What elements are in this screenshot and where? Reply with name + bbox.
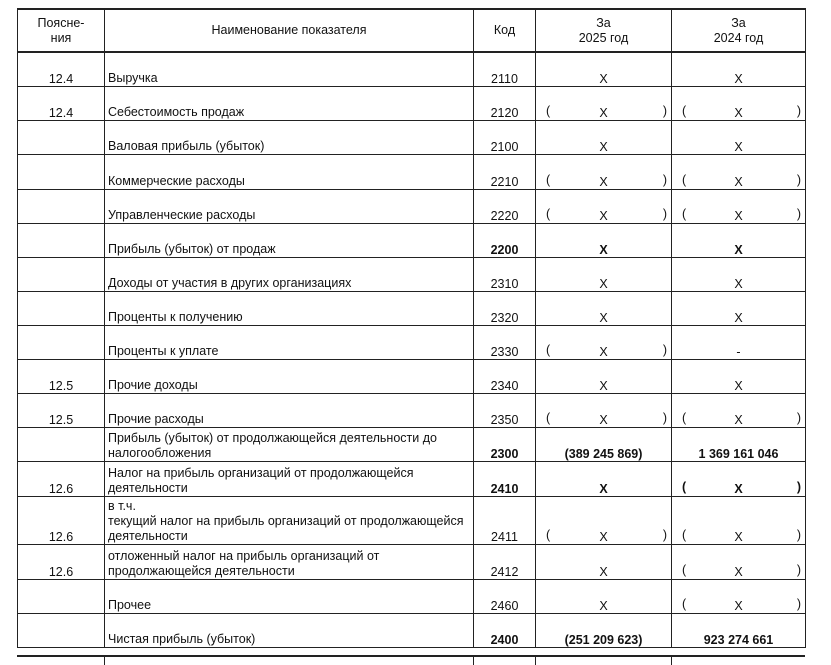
value-text: X xyxy=(734,105,743,120)
close-paren: ) xyxy=(796,562,801,577)
value-text: X xyxy=(734,174,743,189)
row-note xyxy=(18,579,105,613)
row-value-2025 xyxy=(536,325,672,359)
header-row xyxy=(18,9,806,52)
row-value-2025 xyxy=(536,291,672,325)
close-paren: ) xyxy=(662,206,667,221)
row-value-2025 xyxy=(536,496,672,544)
value-text: X xyxy=(734,529,743,544)
table-row xyxy=(18,461,806,496)
row-name: Прочие расходы xyxy=(105,393,474,427)
row-name: Валовая прибыль (убыток) xyxy=(105,120,474,154)
table-row xyxy=(18,189,806,223)
row-code: 2220 xyxy=(474,189,536,223)
row-code: 2100 xyxy=(474,120,536,154)
open-paren: ( xyxy=(682,562,687,577)
row-code: 2460 xyxy=(474,579,536,613)
row-value-2024 xyxy=(672,393,806,427)
row-value-2025 xyxy=(536,120,672,154)
row-value-2024 xyxy=(672,544,806,579)
row-name: Прибыль (убыток) от продаж xyxy=(105,223,474,257)
open-paren: ( xyxy=(682,206,687,221)
header-year-2024: За 2024 год xyxy=(672,9,806,52)
header-year-2025: За 2025 год xyxy=(536,9,672,52)
value-text: 923 274 661 xyxy=(703,632,774,647)
value-text: X xyxy=(599,71,608,86)
table-row xyxy=(18,223,806,257)
close-paren: ) xyxy=(796,596,801,611)
row-name: Себестоимость продаж xyxy=(105,86,474,120)
row-note xyxy=(18,613,105,647)
row-value-2025 xyxy=(536,52,672,86)
table-row xyxy=(18,427,806,461)
table-row xyxy=(18,393,806,427)
row-note: 12.5 xyxy=(18,393,105,427)
open-paren: ( xyxy=(546,103,551,118)
row-name: в т.ч. текущий налог на прибыль организаций от продолжающейся деятельности xyxy=(105,496,474,544)
value-text: X xyxy=(599,105,608,120)
close-paren: ) xyxy=(662,342,667,357)
row-value-2024 xyxy=(672,120,806,154)
row-code: 2340 xyxy=(474,359,536,393)
row-value-2024 xyxy=(672,461,806,496)
row-value-2025 xyxy=(536,154,672,189)
row-name: Коммерческие расходы xyxy=(105,154,474,189)
row-note xyxy=(18,223,105,257)
row-note xyxy=(18,427,105,461)
table-row xyxy=(18,544,806,579)
row-value-2024 xyxy=(672,325,806,359)
value-text: X xyxy=(734,598,743,613)
row-value-2025 xyxy=(536,359,672,393)
row-code: 2300 xyxy=(474,427,536,461)
row-name: Прочее xyxy=(105,579,474,613)
close-paren: ) xyxy=(662,172,667,187)
row-name: Проценты к получению xyxy=(105,291,474,325)
open-paren: ( xyxy=(546,206,551,221)
report-table xyxy=(17,8,806,648)
open-paren: ( xyxy=(682,410,687,425)
open-paren: ( xyxy=(682,103,687,118)
close-paren: ) xyxy=(796,527,801,542)
value-text: X xyxy=(599,310,608,325)
row-value-2025 xyxy=(536,86,672,120)
value-text: X xyxy=(599,276,608,291)
open-paren: ( xyxy=(546,410,551,425)
value-text: X xyxy=(734,310,743,325)
row-note: 12.6 xyxy=(18,496,105,544)
value-text: (251 209 623) xyxy=(564,632,643,647)
row-code: 2210 xyxy=(474,154,536,189)
row-code: 2410 xyxy=(474,461,536,496)
open-paren: ( xyxy=(682,479,687,494)
row-value-2024 xyxy=(672,154,806,189)
row-code: 2310 xyxy=(474,257,536,291)
open-paren: ( xyxy=(546,172,551,187)
value-text: X xyxy=(599,378,608,393)
open-paren: ( xyxy=(546,527,551,542)
row-value-2024 xyxy=(672,579,806,613)
row-name: Прочие доходы xyxy=(105,359,474,393)
value-text: X xyxy=(599,564,608,579)
row-name: Налог на прибыль организаций от продолжающейся деятельности xyxy=(105,461,474,496)
row-value-2024 xyxy=(672,359,806,393)
row-value-2024 xyxy=(672,86,806,120)
table-row xyxy=(18,154,806,189)
table-row xyxy=(18,496,806,544)
income-statement xyxy=(17,8,805,648)
row-note xyxy=(18,325,105,359)
row-note xyxy=(18,120,105,154)
tail-divider xyxy=(671,657,672,665)
value-text: X xyxy=(734,378,743,393)
open-paren: ( xyxy=(682,527,687,542)
row-name: Управленческие расходы xyxy=(105,189,474,223)
table-row xyxy=(18,291,806,325)
row-name: Прибыль (убыток) от продолжающейся деятельности до налогообложения xyxy=(105,427,474,461)
row-value-2024 xyxy=(672,52,806,86)
row-code: 2350 xyxy=(474,393,536,427)
row-value-2025 xyxy=(536,257,672,291)
value-text: X xyxy=(734,276,743,291)
table-row xyxy=(18,120,806,154)
table-row xyxy=(18,579,806,613)
row-name: Выручка xyxy=(105,52,474,86)
row-value-2025 xyxy=(536,189,672,223)
value-text: X xyxy=(599,344,608,359)
row-note: 12.4 xyxy=(18,86,105,120)
close-paren: ) xyxy=(796,206,801,221)
header-code: Код xyxy=(474,9,536,52)
row-value-2025 xyxy=(536,579,672,613)
row-name: Чистая прибыль (убыток) xyxy=(105,613,474,647)
row-code: 2400 xyxy=(474,613,536,647)
row-note: 12.6 xyxy=(18,544,105,579)
table-row xyxy=(18,86,806,120)
row-value-2025 xyxy=(536,613,672,647)
table-row xyxy=(18,52,806,86)
row-value-2025 xyxy=(536,544,672,579)
row-note xyxy=(18,189,105,223)
table-row xyxy=(18,325,806,359)
value-text: X xyxy=(599,481,608,496)
row-note: 12.5 xyxy=(18,359,105,393)
value-text: X xyxy=(599,174,608,189)
row-value-2024 xyxy=(672,223,806,257)
value-text: X xyxy=(599,529,608,544)
close-paren: ) xyxy=(796,103,801,118)
row-value-2024 xyxy=(672,613,806,647)
row-note: 12.6 xyxy=(18,461,105,496)
row-code: 2120 xyxy=(474,86,536,120)
value-text: X xyxy=(599,139,608,154)
row-note xyxy=(18,291,105,325)
row-note xyxy=(18,257,105,291)
header-name: Наименование показателя xyxy=(105,9,474,52)
table-row xyxy=(18,257,806,291)
header-note: Поясне- ния xyxy=(18,9,105,52)
value-text: X xyxy=(599,242,608,257)
close-paren: ) xyxy=(796,172,801,187)
value-text: X xyxy=(734,71,743,86)
row-code: 2110 xyxy=(474,52,536,86)
row-value-2024 xyxy=(672,427,806,461)
value-text: X xyxy=(734,242,743,257)
close-paren: ) xyxy=(796,410,801,425)
value-text: X xyxy=(599,412,608,427)
close-paren: ) xyxy=(662,103,667,118)
open-paren: ( xyxy=(682,172,687,187)
row-value-2025 xyxy=(536,427,672,461)
row-code: 2411 xyxy=(474,496,536,544)
next-row-edge xyxy=(17,655,805,665)
row-note xyxy=(18,154,105,189)
row-name: Проценты к уплате xyxy=(105,325,474,359)
value-text: X xyxy=(599,208,608,223)
close-paren: ) xyxy=(662,410,667,425)
row-code: 2320 xyxy=(474,291,536,325)
table-row xyxy=(18,359,806,393)
report-body xyxy=(18,9,806,647)
table-row xyxy=(18,613,806,647)
row-value-2024 xyxy=(672,496,806,544)
tail-divider xyxy=(104,657,105,665)
row-note: 12.4 xyxy=(18,52,105,86)
open-paren: ( xyxy=(682,596,687,611)
row-value-2025 xyxy=(536,223,672,257)
close-paren: ) xyxy=(796,479,801,494)
row-value-2024 xyxy=(672,189,806,223)
row-code: 2330 xyxy=(474,325,536,359)
value-text: X xyxy=(734,139,743,154)
value-text: X xyxy=(599,598,608,613)
row-code: 2200 xyxy=(474,223,536,257)
row-name: отложенный налог на прибыль организаций от продолжающейся деятельности xyxy=(105,544,474,579)
tail-divider xyxy=(535,657,536,665)
row-value-2024 xyxy=(672,257,806,291)
value-text: - xyxy=(736,344,741,359)
value-text: X xyxy=(734,481,743,496)
tail-divider xyxy=(473,657,474,665)
value-text: (389 245 869) xyxy=(564,446,643,461)
row-value-2025 xyxy=(536,461,672,496)
open-paren: ( xyxy=(546,342,551,357)
row-value-2024 xyxy=(672,291,806,325)
row-code: 2412 xyxy=(474,544,536,579)
row-name: Доходы от участия в других организациях xyxy=(105,257,474,291)
value-text: X xyxy=(734,564,743,579)
value-text: X xyxy=(734,412,743,427)
close-paren: ) xyxy=(662,527,667,542)
value-text: 1 369 161 046 xyxy=(698,446,779,461)
row-value-2025 xyxy=(536,393,672,427)
value-text: X xyxy=(734,208,743,223)
